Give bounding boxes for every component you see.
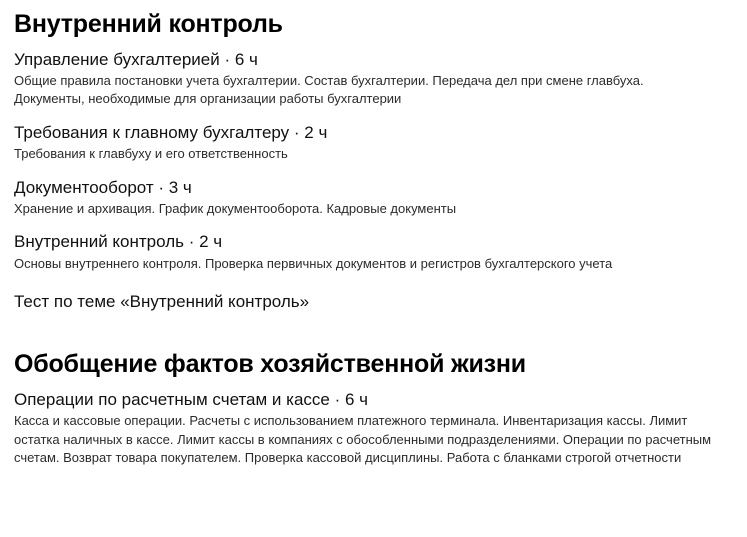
module-description: Общие правила постановки учета бухгалтерии. Состав бухгалтерии. Передача дел при смене главбуха. Документы, необходимые для организации работы бухгалтерии: [14, 73, 644, 107]
section-test-item: Тест по теме «Внутренний контроль»: [14, 292, 310, 312]
module-title: Требования к главному бухгалтеру · 2 ч: [14, 122, 328, 142]
module-description: Требования к главбуху и его ответственность: [14, 146, 288, 162]
module-item: [14, 49, 733, 109]
module-title: Внутренний контроль · 2 ч: [14, 232, 223, 252]
module-item: [14, 231, 733, 273]
module-title: Управление бухгалтерией · 6 ч: [14, 49, 258, 69]
module-title: Документооборот · 3 ч: [14, 177, 192, 197]
module-description: Основы внутреннего контроля. Проверка первичных документов и регистров бухгалтерского учета: [14, 255, 613, 271]
module-item: [14, 177, 733, 219]
module-description: Касса и кассовые операции. Расчеты с использованием платежного терминала. Инвентаризация кассы. Лимит остатка наличных в кассе. Лимит кассы в компаниях с обособленными подразделениями. Операции по расчетным счетам. Возврат товара покупателем. Проверка кассовой дисциплины. Работа с бланками строгой отчетности: [14, 413, 712, 466]
section-title-1: Внутренний контроль: [14, 10, 283, 38]
module-item: [14, 389, 733, 468]
module-title: Операции по расчетным счетам и кассе · 6 ч: [14, 390, 368, 410]
module-item: [14, 122, 733, 164]
section-title-2: Обобщение фактов хозяйственной жизни: [14, 350, 526, 379]
section-spacer: [14, 312, 733, 348]
module-description: Хранение и архивация. График документооборота. Кадровые документы: [14, 200, 457, 216]
